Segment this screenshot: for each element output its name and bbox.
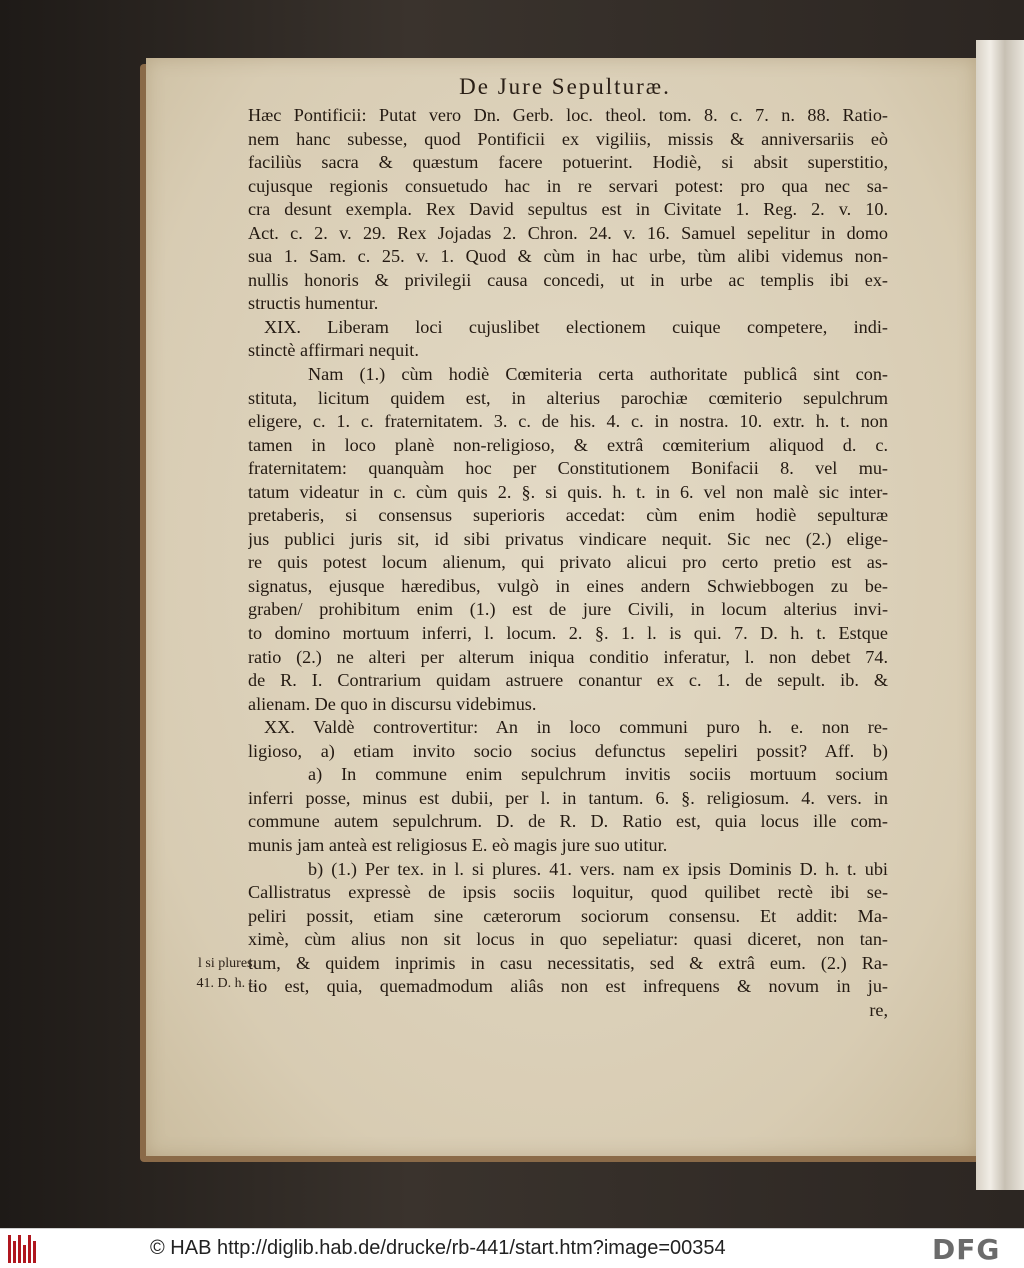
text-line: Hæc Pontificii: Putat vero Dn. Gerb. loc. theol. tom. 8. c. 7. n. 88. Ratio- — [248, 105, 888, 125]
viewer-footer — [0, 1228, 1024, 1268]
running-head: De Jure Sepulturæ. — [459, 74, 671, 99]
text-line: commune autem sepulchrum. D. de R. D. Ratio est, quia locus ille com- — [248, 811, 888, 832]
text-line: tum, & quidem inprimis in casu necessitatis, sed & extrâ eum. (2.) Ra- — [248, 952, 888, 973]
section-heading-xix: XIX. Liberam loci cujuslibet electionem cuique competere, indi- — [264, 316, 888, 337]
margin-note-line: l si plures. — [198, 956, 256, 971]
text-line: de R. I. Contrarium quidam astruere conantur ex c. 1. de sepult. ib. & — [248, 670, 888, 691]
text-line: cujusque regionis consuetudo hac in re servari potest: pro qua nec sa- — [248, 175, 888, 196]
text-line: nullis honoris & privilegii causa concedi, ut in urbe ac templis ibi ex- — [248, 269, 888, 290]
text-line: tatum videatur in c. cùm quis 2. §. si quis. h. t. in 6. vel non malè sic inter- — [248, 481, 888, 502]
text-line: structis humentur. — [248, 293, 379, 314]
text-line: ratio (2.) ne alteri per alterum iniqua conditio inferatur, l. non debet 74. — [248, 646, 888, 667]
text-line: faciliùs sacra & quæstum facere potuerint. Hodiè, si absit superstitio, — [248, 152, 888, 173]
margin-note — [166, 954, 256, 994]
text-line: Callistratus expressè de ipsis sociis loquitur, quod quilibet rectè ibi se- — [248, 882, 888, 903]
catchword: re, — [869, 999, 888, 1020]
page-body — [248, 104, 888, 1022]
hab-logo-icon[interactable] — [8, 1235, 38, 1263]
text-line: signatus, ejusque hæredibus, vulgò in eines andern Schwiebbogen zu be- — [248, 575, 888, 596]
text-line: cra desunt exempla. Rex David sepultus est in Civitate 1. Reg. 2. v. 10. — [248, 199, 888, 220]
text-line: fraternitatem: quanquàm hoc per Constitutionem Bonifacii 8. vel mu- — [248, 458, 888, 479]
text-line: munis jam anteà est religiosus E. eò magis jure suo utitur. — [248, 834, 668, 855]
dfg-logo[interactable]: DFG — [932, 1233, 1001, 1266]
text-line: inferri posse, minus est dubii, per l. in tantum. 6. §. religiosum. 4. vers. in — [248, 787, 888, 808]
text-line: Act. c. 2. v. 29. Rex Jojadas 2. Chron. 24. v. 16. Samuel sepelitur in domo — [248, 222, 888, 243]
text-line: sua 1. Sam. c. 25. v. 1. Quod & cùm in hac urbe, tùm alibi videmus non- — [248, 246, 888, 267]
text-line: Nam (1.) cùm hodiè Cœmiteria certa authoritate publicâ sint con- — [308, 364, 888, 385]
text-line: stituta, licitum quidem est, in alterius parochiæ cœmiterio sepulchrum — [248, 387, 888, 408]
text-line: ligioso, a) etiam invito socio socius defunctus sepeliri possit? Aff. b) — [248, 740, 888, 761]
text-line: eligere, c. 1. c. fraternitatem. 3. c. de his. 4. c. in nostra. 10. extr. h. t. non — [248, 411, 888, 432]
text-line: tamen in loco planè non-religioso, & extrâ cœmiterium aliquod d. c. — [248, 434, 888, 455]
text-line: re quis potest locum alienum, qui privato alicui pro certo pretio est as- — [248, 552, 888, 573]
section-heading-xx: XX. Valdè controvertitur: An in loco communi puro h. e. non re- — [264, 717, 888, 738]
text-line: alienam. De quo in discursu videbimus. — [248, 693, 537, 714]
text-line: ximè, cùm alius non sit locus in quo sepeliatur: quasi diceret, non tan- — [248, 929, 888, 950]
text-line: stinctè affirmari nequit. — [248, 340, 419, 361]
copyright-link[interactable]: © HAB http://diglib.hab.de/drucke/rb-441/start.htm?image=00354 — [150, 1237, 726, 1259]
text-line: jus publici juris sit, id sibi privatus vindicare nequit. Sic nec (2.) elige- — [248, 528, 888, 549]
text-line: graben/ prohibitum enim (1.) est de jure Civili, in locum alterius invi- — [248, 599, 888, 620]
text-line: tio est, quia, quemadmodum aliâs non est infrequens & novum in ju- — [248, 976, 888, 997]
text-line: peliri possit, etiam sine cæterorum sociorum consensu. Et addit: Ma- — [248, 905, 888, 926]
text-line: nem hanc subesse, quod Pontificii ex vigiliis, missis & anniversariis eò — [248, 128, 888, 149]
book-fore-edge — [976, 40, 1024, 1190]
text-line: a) In commune enim sepulchrum invitis sociis mortuum socium — [308, 764, 888, 785]
text-line: to domino mortuum inferri, l. locum. 2. §. 1. l. is qui. 7. D. h. t. Estque — [248, 623, 888, 644]
text-line: b) (1.) Per tex. in l. si plures. 41. vers. nam ex ipsis Dominis D. h. t. ubi — [308, 858, 888, 879]
margin-note-line: 41. D. h. t. — [196, 976, 256, 991]
text-line: pretaberis, si consensus superioris accedat: cùm enim hodiè sepulturæ — [248, 505, 888, 526]
